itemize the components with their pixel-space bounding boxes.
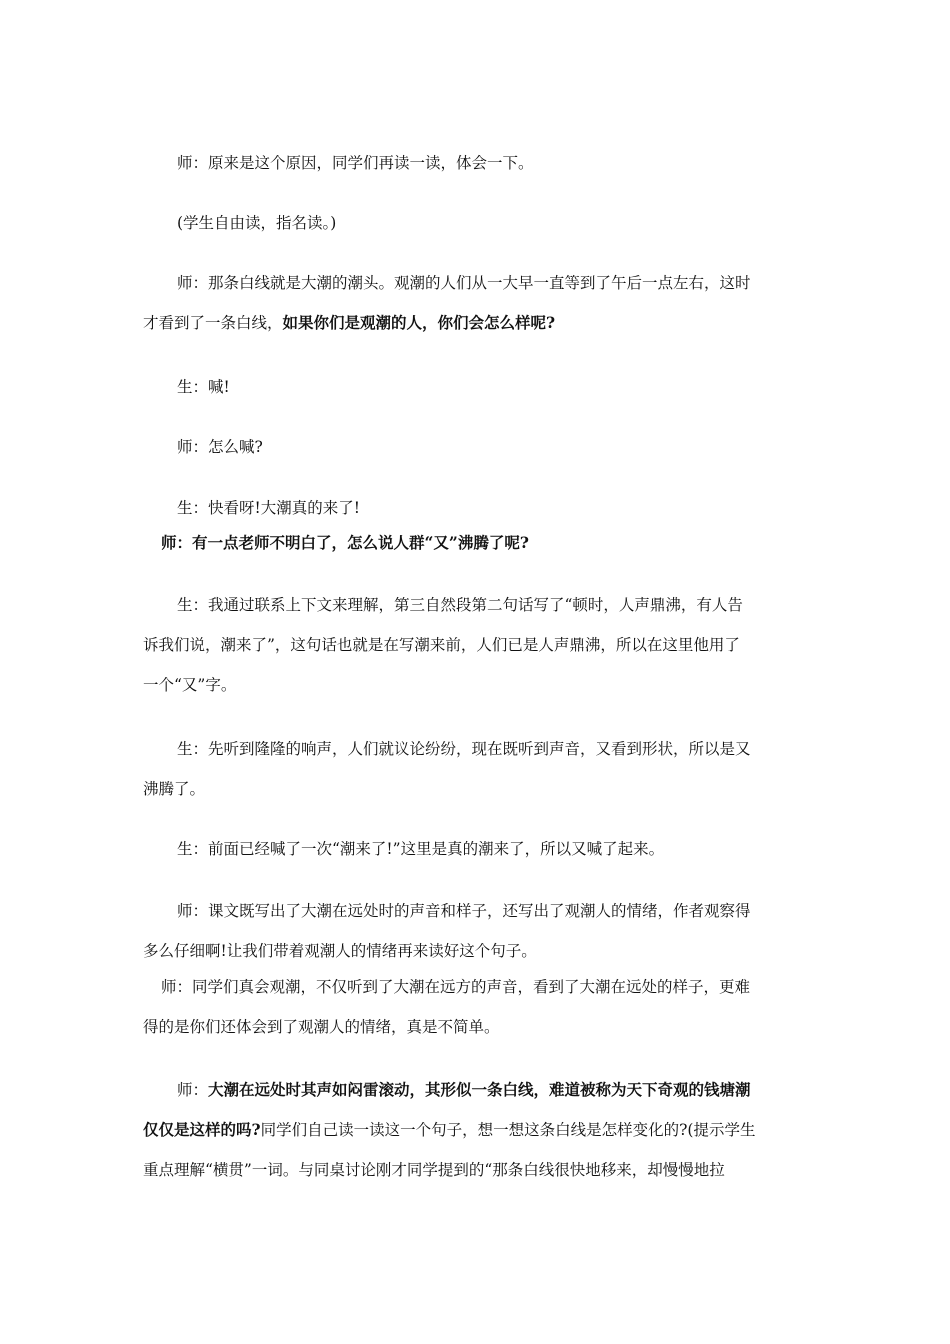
paragraph-student-look: 生：快看呀!大潮真的来了!	[177, 499, 360, 517]
paragraph-teacher-praise-line1: 师：同学们真会观潮，不仅听到了大潮在远方的声音，看到了大潮在远处的样子，更难	[161, 978, 751, 996]
text-bold: 大潮在远处时其声如闷雷滚动，其形似一条白线，难道被称为天下奇观的钱塘潮	[208, 1080, 751, 1099]
paragraph-white-line-line2	[143, 312, 555, 334]
text-bold-question: 如果你们是观潮的人，你们会怎么样呢?	[282, 313, 556, 332]
paragraph-teacher-reason: 师：原来是这个原因，同学们再读一读，体会一下。	[177, 154, 534, 172]
paragraph-student-shouted-again: 生：前面已经喊了一次“潮来了!”这里是真的潮来了，所以又喊了起来。	[177, 840, 665, 858]
paragraph-student-context-line1: 生：我通过联系上下文来理解，第三自然段第二句话写了“顿时，人声鼎沸，有人告	[177, 596, 743, 614]
paragraph-student-context-line3: 一个“又”字。	[143, 676, 237, 694]
paragraph-white-line-line1: 师：那条白线就是大潮的潮头。观潮的人们从一大早一直等到了午后一点左右，这时	[177, 274, 751, 292]
paragraph-teacher-praise-line2: 得的是你们还体会到了观潮人的情绪，真是不简单。	[143, 1018, 500, 1036]
text-normal: 师：	[177, 1081, 209, 1099]
paragraph-teacher-question-bold: 师：有一点老师不明白了，怎么说人群“又”沸腾了呢?	[161, 533, 529, 552]
paragraph-student-sound-line2: 沸腾了。	[143, 780, 206, 798]
paragraph-teacher-how: 师：怎么喊?	[177, 438, 263, 456]
paragraph-students-read: (学生自由读，指名读。)	[177, 214, 337, 232]
text-bold: 仅仅是这样的吗?	[143, 1120, 261, 1139]
paragraph-student-sound-line1: 生：先听到隆隆的响声，人们就议论纷纷，现在既听到声音，又看到形状，所以是又	[177, 740, 751, 758]
paragraph-teacher-tide-line3: 重点理解“横贯”一词。与同桌讨论刚才同学提到的“那条白线很快地移来，却慢慢地拉	[143, 1161, 725, 1179]
paragraph-teacher-observe-line2: 多么仔细啊!让我们带着观潮人的情绪再来读好这个句子。	[143, 942, 537, 960]
paragraph-teacher-tide-line1	[177, 1079, 751, 1101]
paragraph-student-context-line2: 诉我们说，潮来了”，这句话也就是在写潮来前，人们已是人声鼎沸，所以在这里他用了	[143, 636, 740, 654]
paragraph-teacher-observe-line1: 师：课文既写出了大潮在远处时的声音和样子，还写出了观潮人的情绪，作者观察得	[177, 902, 751, 920]
text-normal: 同学们自己读一读这一个句子，想一想这条白线是怎样变化的?(提示学生	[260, 1121, 756, 1139]
paragraph-teacher-tide-line2	[143, 1119, 755, 1141]
text-normal: 才看到了一条白线，	[143, 314, 283, 332]
paragraph-student-shout: 生：喊!	[177, 378, 230, 396]
